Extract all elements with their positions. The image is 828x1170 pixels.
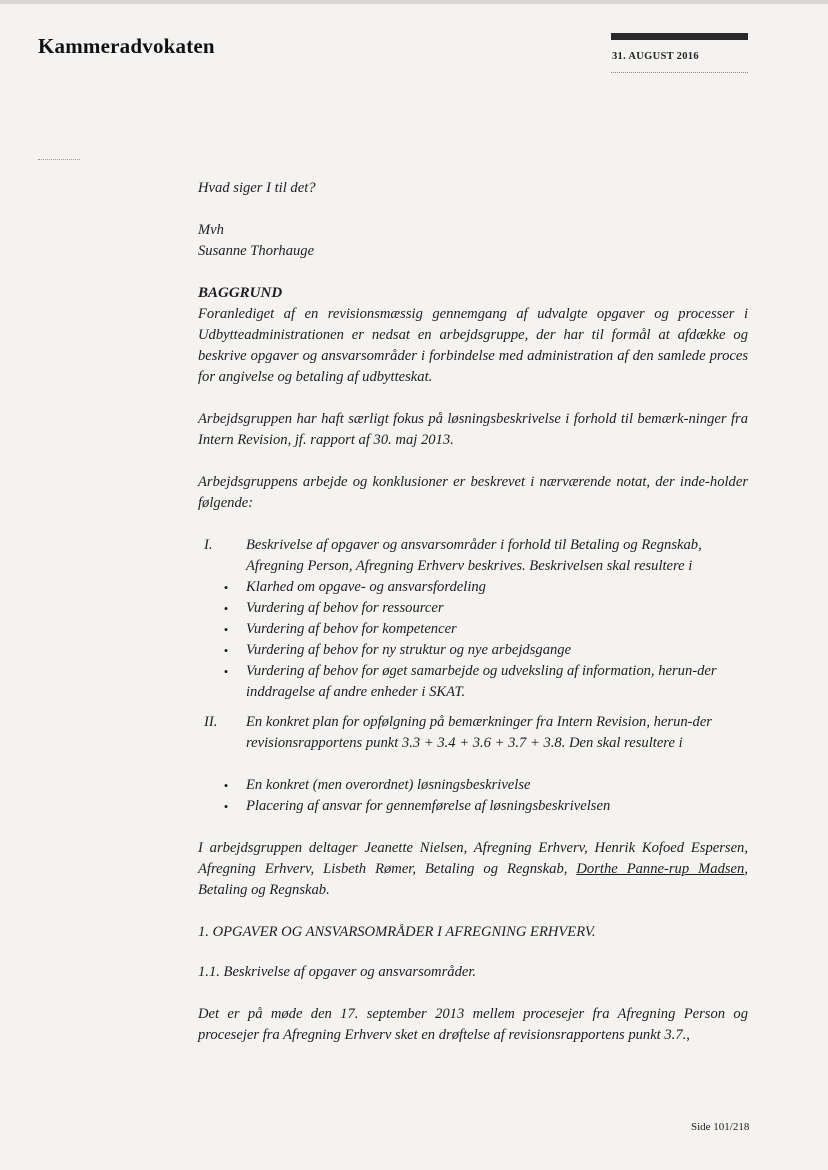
scan-edge: [0, 0, 828, 4]
bullet-dot: •: [223, 580, 229, 595]
baggrund-paragraph-1: Foranlediget af en revisionsmæssig gennemgang af udvalgte opgaver og processer i Udbytteadministrationen er nedsat en arbejdsgruppe, der har til formål at afdække og beskrive opgaver og ansvarsområder i forbindelse med administration af den samlede proces for angivelse og betaling af udbytteskat.: [198, 306, 748, 385]
participants-paragraph: [198, 838, 748, 901]
brand-name: Kammeradvokaten: [38, 34, 215, 58]
list-item-2-bullet-1: En konkret (men overordnet) løsningsbeskrivelse: [246, 777, 531, 793]
bullet-dot: •: [223, 643, 229, 658]
list-item-1-bullet-1: Klarhed om opgave- og ansvarsfordeling: [246, 579, 486, 595]
section-1-heading: 1. OPGAVER OG ANSVARSOMRÅDER I AFREGNING ERHVERV.: [198, 924, 596, 940]
section-1-1-subheading: 1.1. Beskrivelse af opgaver og ansvarsområder.: [198, 964, 477, 980]
bullet-dot: •: [223, 778, 229, 793]
list-item-text-2: En konkret plan for opfølgning på bemærkninger fra Intern Revision, herun-der revisionsrapportens punkt 3.3 + 3.4 + 3.6 + 3.7 + 3.8. Den skal resultere i: [246, 714, 712, 751]
list-item-1-bullet-4: Vurdering af behov for ny struktur og nye arbejdsgange: [246, 642, 572, 658]
list-item-label-1: I.: [204, 537, 213, 553]
greeting-closing: Mvh: [198, 222, 224, 238]
list-item-1-bullet-5: Vurdering af behov for øget samarbejde og udveksling af information, herun-der inddragelse af andre enheder i SKAT.: [246, 663, 717, 700]
list-item-1-bullet-3: Vurdering af behov for kompetencer: [246, 621, 457, 637]
baggrund-paragraph-2: Arbejdsgruppen har haft særligt fokus på løsningsbeskrivelse i forhold til bemærk-ninger fra Intern Revision, jf. rapport af 30. maj 2013.: [198, 411, 748, 448]
participant-underlined-name: Dorthe Panne-rup Madsen: [576, 861, 745, 877]
bullet-dot: •: [223, 664, 229, 679]
list-item-2-bullet-2: Placering af ansvar for gennemførelse af løsningsbeskrivelsen: [246, 798, 611, 814]
greeting-question: Hvad siger I til det?: [198, 180, 316, 196]
bullet-dot: •: [223, 622, 229, 637]
list-item-label-2: II.: [204, 714, 218, 730]
participants-lead: I arbejdsgruppen deltager Jeanette Nielsen, Afregning Erhverv, Henrik Kofoed Espersen, Afregning Erhverv, Lisbeth Rømer, Betaling og Regnskab,: [198, 840, 748, 877]
bullet-dot: •: [223, 799, 229, 814]
section-1-paragraph: Det er på møde den 17. september 2013 mellem procesejer fra Afregning Person og procesejer fra Afregning Erhverv sket en drøftelse af revisionsrapportens punkt 3.7.,: [198, 1006, 748, 1043]
list-item-text-1: Beskrivelse af opgaver og ansvarsområder i forhold til Betaling og Regnskab, Afregning Person, Afregning Erhverv beskrives. Beskrivelsen skal resultere i: [246, 537, 702, 574]
date-bar-decoration: [611, 33, 748, 40]
document-date: 31. AUGUST 2016: [612, 51, 699, 62]
bullet-dot: •: [223, 601, 229, 616]
section-heading-baggrund: BAGGRUND: [198, 285, 283, 301]
date-divider: [611, 72, 748, 73]
list-item-1-bullet-2: Vurdering af behov for ressourcer: [246, 600, 444, 616]
margin-divider: [38, 159, 80, 160]
baggrund-paragraph-3: Arbejdsgruppens arbejde og konklusioner er beskrevet i nærværende notat, der inde-holder følgende:: [198, 474, 748, 511]
participants-tail: , Betaling og Regnskab.: [198, 861, 748, 898]
sender-name: Susanne Thorhauge: [198, 243, 315, 259]
page-number: Side 101/218: [691, 1121, 750, 1133]
